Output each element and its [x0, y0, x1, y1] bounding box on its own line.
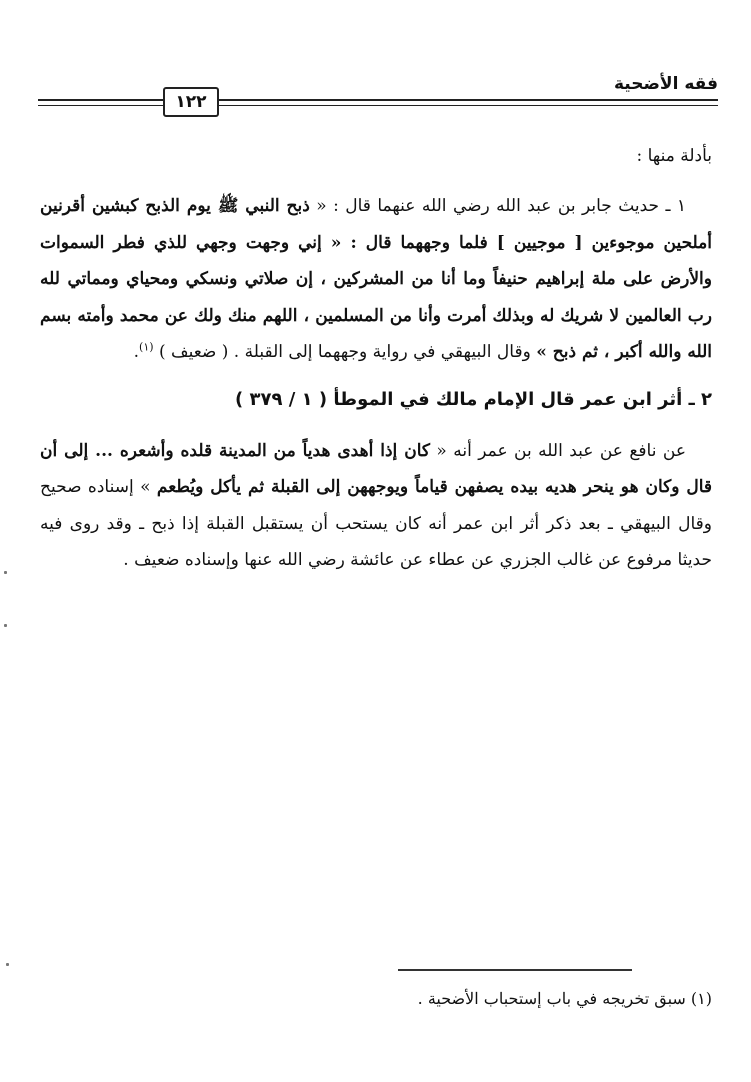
footnote-1: (١) سبق تخريجه في باب إستحباب الأضحية .: [417, 989, 712, 1008]
hadith-1-quote: ذبح النبي ﷺ يوم الذبح كبشين أقرنين أملحين موجوءين [ موجيين ] فلما وجههما قال : « إني وجهت وجهي للذي فطر السموات والأرض على ملة إبراهيم حنيفاً وما أنا من المشركين ، إن صلاتي ونسكي ومحياي ومماتي لله رب العالمين لا شريك له وبذلك أمرت وأنا من المسلمين ، اللهم منك ولك عن محمد وأمته بسم الله والله أكبر ، ثم ذبح »: [40, 196, 712, 363]
athar-2-tail: » إسناده صحيح وقال البيهقي ـ بعد ذكر أثر ابن عمر أنه كان يستحب أن يستقبل القبلة إذا ذبح ـ وقد روى فيه حديثا مرفوع عن غالب الجزري عن عطاء عن عائشة رضي الله عنها وإسناده ضعيف .: [40, 477, 712, 571]
athar-paragraph-2: [40, 433, 712, 579]
intro-line: بأدلة منها :: [636, 146, 712, 166]
page-body: [40, 138, 712, 578]
section-heading-2: ٢ ـ أثر ابن عمر قال الإمام مالك في الموطأ ( ١ / ٣٧٩ ): [235, 389, 712, 411]
scan-speck: [4, 571, 7, 574]
scan-speck: [6, 963, 9, 966]
scan-speck: [4, 624, 7, 627]
footnote-separator: [398, 969, 632, 971]
athar-2-quote: كان إذا أهدى هدياً من المدينة قلده وأشعره ... إلى أن قال وكان هو ينحر هديه بيده يصفهن قياماً ويوجههن إلى القبلة ثم يأكل ويُطعم: [40, 440, 713, 498]
page-number: ١٢٢: [163, 87, 219, 117]
book-title: فقه الأضحية: [613, 74, 718, 94]
hadith-1-end: .: [133, 342, 140, 363]
footnote-ref[interactable]: (١): [139, 340, 154, 354]
athar-2-lead: عن نافع عن عبد الله بن عمر أنه «: [436, 440, 686, 461]
header-rule: [38, 99, 718, 106]
hadith-paragraph-1: [40, 188, 712, 370]
page-header: [38, 74, 718, 120]
hadith-1-lead: ١ ـ حديث جابر بن عبد الله رضي الله عنهما قال : «: [316, 196, 687, 217]
hadith-1-tail: وقال البيهقي في رواية وجههما إلى القبلة . ( ضعيف ): [158, 342, 531, 363]
